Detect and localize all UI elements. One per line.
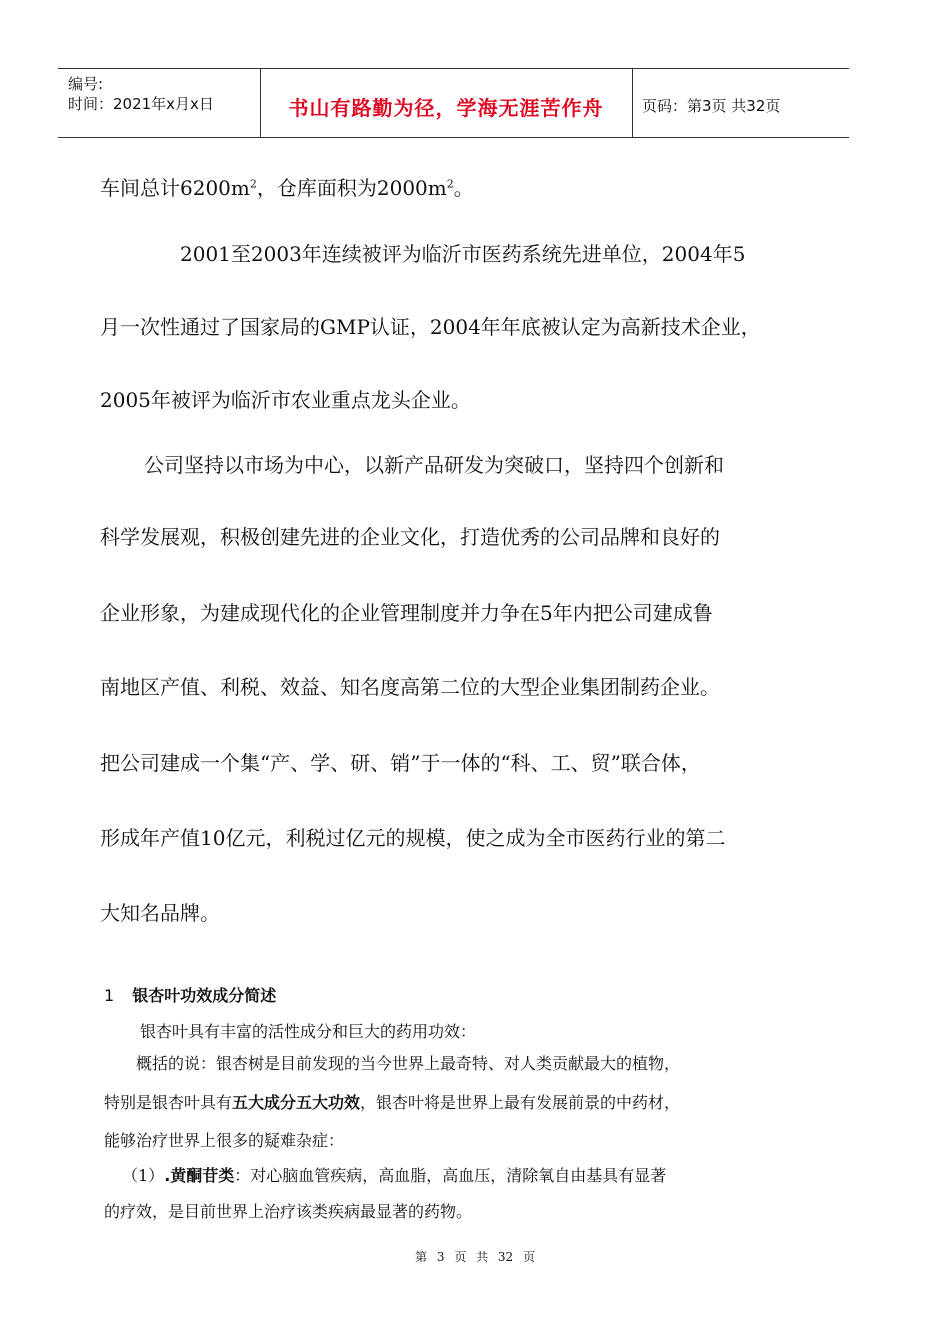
section-line-1: 银杏叶具有丰富的活性成分和巨大的药用功效： <box>140 1022 477 1041</box>
item-number: （1） <box>122 1166 165 1185</box>
section-line-5 <box>122 1163 666 1186</box>
text-run: ：对心脑血管疾病，高血脂，高血压，清除氧自由基具有显著 <box>234 1166 667 1185</box>
header-page-label: 页码：第3页 共32页 <box>642 97 781 115</box>
body-line-5: 公司坚持以市场为中心，以新产品研发为突破口，坚持四个创新和 <box>144 453 724 477</box>
body-line-3: 月一次性通过了国家局的GMP认证，2004年年底被认定为高新技术企业， <box>100 315 761 339</box>
time-label: 时间：2021年x月x日 <box>68 95 214 113</box>
text-run: ，仓库面积为2000m <box>256 176 447 200</box>
text-run: ，银杏叶将是世界上最有发展前景的中药材， <box>360 1093 681 1112</box>
body-line-9: 把公司建成一个集“产、学、研、销”于一体的“科、工、贸”联合体， <box>100 751 701 775</box>
body-line-11: 大知名品牌。 <box>100 901 220 925</box>
header-motto-cell <box>260 69 633 137</box>
section-line-4: 能够治疗世界上很多的疑难杂症： <box>104 1131 345 1150</box>
section-line-2: 概括的说：银杏树是目前发现的当今世界上最奇特、对人类贡献最大的植物， <box>136 1054 681 1073</box>
text-run: 车间总计6200m <box>100 176 250 200</box>
section-heading <box>104 983 276 1006</box>
section-line-3 <box>104 1090 680 1113</box>
page-header <box>58 68 849 138</box>
header-motto: 书山有路勤为径，学海无涯苦作舟 <box>288 96 604 120</box>
text-run: 。 <box>453 176 474 200</box>
section-number: 1 <box>104 986 115 1005</box>
bold-run: .黄酮苷类 <box>164 1166 235 1185</box>
header-info-cell <box>58 69 261 137</box>
body-line-4: 2005年被评为临沂市农业重点龙头企业。 <box>100 388 471 412</box>
body-line-10: 形成年产值10亿元，利税过亿元的规模，使之成为全市医药行业的第二 <box>100 826 726 850</box>
page-footer: 第 3 页 共 32 页 <box>415 1250 535 1264</box>
superscript: 2 <box>249 177 257 191</box>
superscript: 2 <box>446 177 454 191</box>
body-line-6: 科学发展观，积极创建先进的企业文化，打造优秀的公司品牌和良好的 <box>100 525 720 549</box>
body-line-1 <box>100 172 474 201</box>
body-line-7: 企业形象，为建成现代化的企业管理制度并力争在5年内把公司建成鲁 <box>100 601 713 625</box>
section-title: 银杏叶功效成分简述 <box>132 986 277 1005</box>
bold-run: 五大成分五大功效 <box>232 1093 361 1112</box>
text-run: 特别是银杏叶具有 <box>104 1093 233 1112</box>
section-line-6: 的疗效，是目前世界上治疗该类疾病最显著的药物。 <box>104 1202 473 1221</box>
body-line-8: 南地区产值、利税、效益、知名度高第二位的大型企业集团制药企业。 <box>100 675 720 699</box>
body-line-2: 2001至2003年连续被评为临沂市医药系统先进单位，2004年5 <box>180 242 746 266</box>
header-page-cell <box>632 69 849 137</box>
serial-label: 编号: <box>68 75 104 93</box>
